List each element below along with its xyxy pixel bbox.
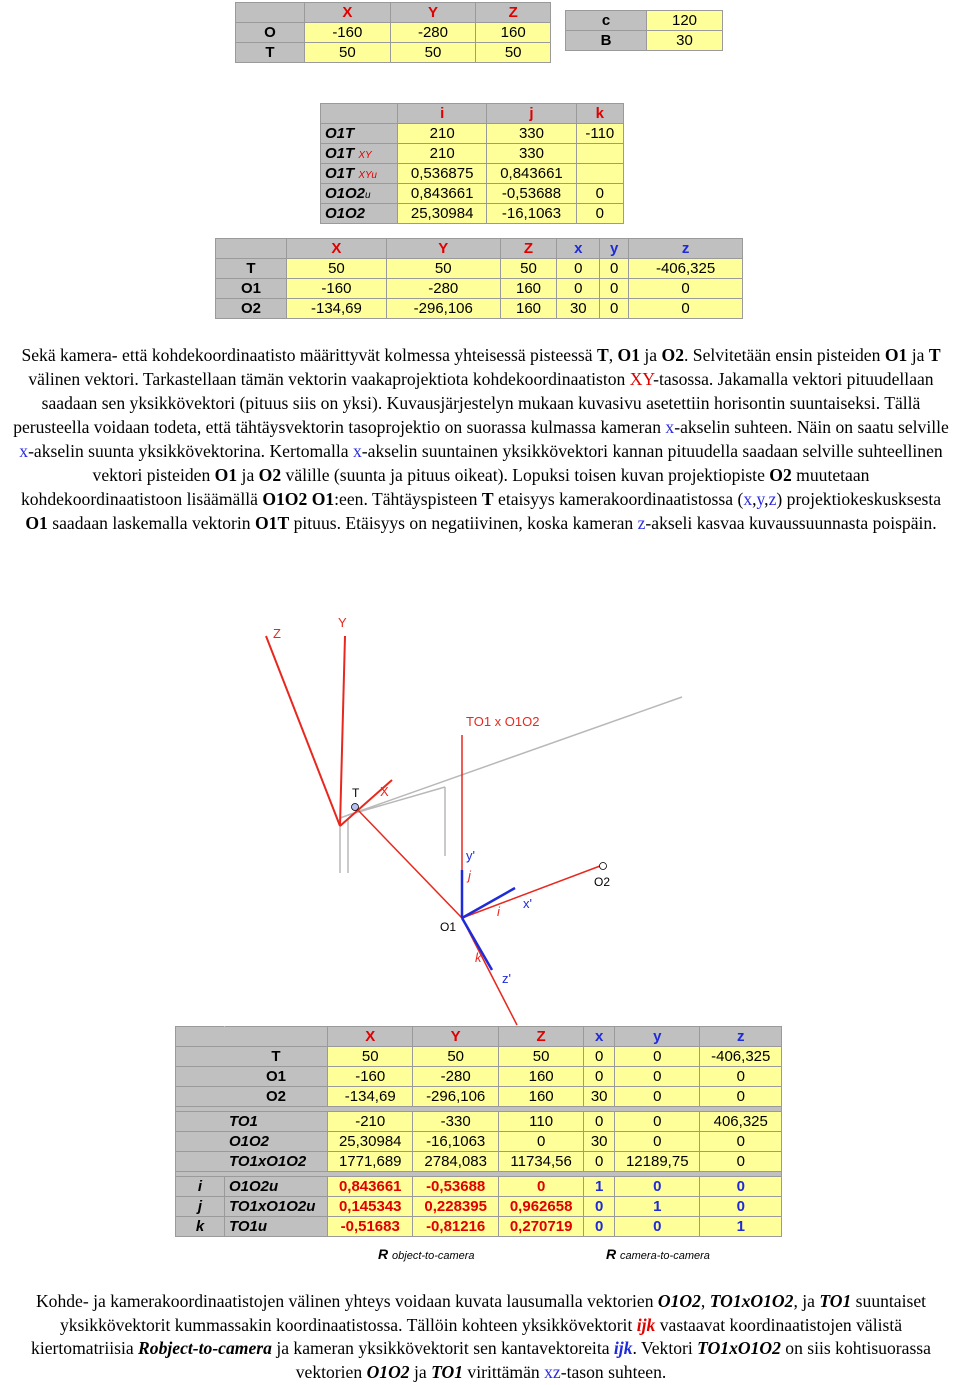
cell: -0,53688 xyxy=(487,184,576,204)
cell: 0 xyxy=(557,259,600,279)
cell: 110 xyxy=(498,1112,583,1132)
col-header: j xyxy=(487,104,576,124)
label-zprime: z' xyxy=(502,971,511,986)
col-header: k xyxy=(576,104,623,124)
cell: 0 xyxy=(700,1087,782,1107)
paragraph-coordinate-systems: Sekä kamera- että kohdekoordinaatisto määrittyvät kolmessa yhteisessä pisteessä T, O1 ja O2. Selvitetään ensin pisteiden O1 ja T välinen vektori. Tarkastellaan tämän vektorin vaakaprojektiota kohdekoordinaatiston XY-tasossa. Jakamalla vektori pituudellaan saadaan sen yksikkövektori (pituus siis on yksi). Kuvausjärjestelyn mukaan kuvasivu asetettiin horisontin suuntaiseksi. Tällä perusteella voidaan todeta, että tähtäysvektorin tasoprojektio on suorassa kulmassa kameran x-akselin suhteen. Näin on saatu selville x-akselin suunta yksikkövektorina. Kertomalla x-akselin suuntainen yksikkövektori kannan pituudella saadaan selville suhteellinen vektori pisteiden O1 ja O2 välille (suunta ja pituus oikeat). Lopuksi toisen kuvan projektiopiste O2 muutetaan kohdekoordinaatistoon lisäämällä O1O2 O1:een. Tähtäyspisteen T etaisyys kamerakoordinaatistossa (x,y,z) projektiokeskusksesta O1 saadaan laskemalla vektorin O1T pituus. Etäisyys on negatiivinen, koska kameran z-akseli kasvaa kuvaussuunnasta poispäin. xyxy=(13,345,949,533)
cell: -406,325 xyxy=(629,259,743,279)
cell: 1 xyxy=(615,1197,700,1217)
label-yprime: y' xyxy=(466,848,475,863)
cell: 330 xyxy=(487,144,576,164)
cell: -16,1063 xyxy=(413,1132,498,1152)
point-o2 xyxy=(600,863,607,870)
col-header: X xyxy=(305,3,391,23)
cell: 160 xyxy=(476,23,551,43)
cell: 2784,083 xyxy=(413,1152,498,1172)
row-label: O1T XYu xyxy=(321,164,398,184)
cell: 11734,56 xyxy=(498,1152,583,1172)
cell: 0 xyxy=(576,204,623,224)
cell: 0,145343 xyxy=(328,1197,413,1217)
row-label: O2 xyxy=(216,299,287,319)
cell: -280 xyxy=(386,279,500,299)
row-label: c xyxy=(566,11,647,31)
cell: -134,69 xyxy=(287,299,387,319)
row-label: TO1xO1O2 xyxy=(225,1152,328,1172)
label-z-axis: Z xyxy=(273,626,281,641)
col-header: z xyxy=(700,1027,782,1047)
cell: 50 xyxy=(476,43,551,63)
cell: 50 xyxy=(305,43,391,63)
cell: 0 xyxy=(584,1067,615,1087)
cell: 0 xyxy=(700,1152,782,1172)
label-xprime: x' xyxy=(523,896,532,911)
cell: 50 xyxy=(328,1047,413,1067)
point-t xyxy=(352,804,359,811)
label-cross: TO1 x O1O2 xyxy=(466,714,540,729)
cell: 0 xyxy=(700,1197,782,1217)
cell: 30 xyxy=(647,31,723,51)
col-header: z xyxy=(629,239,743,259)
camera-axes xyxy=(462,870,515,970)
label-o2: O2 xyxy=(594,875,611,889)
cell: -160 xyxy=(305,23,391,43)
col-header: x xyxy=(584,1027,615,1047)
cell: 0 xyxy=(629,279,743,299)
label-r-camera-to-camera: R camera-to-camera xyxy=(606,1246,710,1262)
cell: 0 xyxy=(600,299,629,319)
row-label: TO1 xyxy=(225,1112,328,1132)
cell: 0 xyxy=(700,1132,782,1152)
cell: 0 xyxy=(576,184,623,204)
cell: 0 xyxy=(615,1067,700,1087)
cell: 0 xyxy=(498,1177,583,1197)
cell: 120 xyxy=(647,11,723,31)
coordinates-table-xyz xyxy=(215,238,743,319)
vector-table-ijk xyxy=(320,103,624,224)
unit-name: i xyxy=(176,1177,225,1197)
cell: 0,843661 xyxy=(487,164,576,184)
cell: 50 xyxy=(287,259,387,279)
cell: 0,843661 xyxy=(398,184,487,204)
cell: -280 xyxy=(390,23,476,43)
cell: -210 xyxy=(328,1112,413,1132)
cell: 0 xyxy=(600,279,629,299)
cell: 0 xyxy=(584,1217,615,1237)
cell: 50 xyxy=(413,1047,498,1067)
col-header: Z xyxy=(498,1027,583,1047)
col-header: X xyxy=(328,1027,413,1047)
parameters-table-c-b xyxy=(565,10,723,51)
object-axes xyxy=(266,636,392,826)
label-i: i xyxy=(497,904,500,919)
cell: 0 xyxy=(615,1112,700,1132)
cell: 50 xyxy=(386,259,500,279)
unit-name: k xyxy=(176,1217,225,1237)
col-header: Y xyxy=(413,1027,498,1047)
col-header: Z xyxy=(476,3,551,23)
cell: -0,81216 xyxy=(413,1217,498,1237)
cell: 160 xyxy=(498,1087,583,1107)
plane-lines xyxy=(340,697,682,873)
cell: -0,53688 xyxy=(413,1177,498,1197)
paragraph-rotation-matrix: Kohde- ja kamerakoordinaatistojen välinen yhteys voidaan kuvata lausumalla vektorien O1O2, TO1xO1O2, ja TO1 suuntaiset yksikkövektorit kummassakin koordinaatistossa. Tällöin kohteen yksikkövektorit ijk vastaavat koordinaatistojen välistä kiertomatriisia Robject-to-camera ja kameran yksikkövektorit sen kantavektoreita ijk. Vektori TO1xO1O2 on siis kohtisuorassa vektorien O1O2 ja TO1 virittämän xz-tason suhteen. xyxy=(31,1291,931,1382)
cell: 0 xyxy=(615,1217,700,1237)
cell: 25,30984 xyxy=(328,1132,413,1152)
cell: 0 xyxy=(615,1132,700,1152)
cell: 0 xyxy=(557,279,600,299)
col-header: Y xyxy=(390,3,476,23)
cell: 1 xyxy=(700,1217,782,1237)
cell xyxy=(576,144,623,164)
row-label: B xyxy=(566,31,647,51)
cell: 30 xyxy=(584,1132,615,1152)
coordinates-table-o-t xyxy=(235,2,551,63)
row-label: TO1u xyxy=(225,1217,328,1237)
row-label: T xyxy=(236,43,305,63)
col-header: y xyxy=(615,1027,700,1047)
row-label: T xyxy=(225,1047,328,1067)
cell: 0 xyxy=(615,1087,700,1107)
cell: 0,536875 xyxy=(398,164,487,184)
cell: -406,325 xyxy=(700,1047,782,1067)
cell: 160 xyxy=(500,299,557,319)
cell: -296,106 xyxy=(413,1087,498,1107)
cell: 30 xyxy=(557,299,600,319)
cell: 0,843661 xyxy=(328,1177,413,1197)
col-header: Y xyxy=(386,239,500,259)
cell: 0,270719 xyxy=(498,1217,583,1237)
cell: 0 xyxy=(584,1047,615,1067)
cell: 0,962658 xyxy=(498,1197,583,1217)
row-label: O1O2u xyxy=(225,1177,328,1197)
row-label: O1O2u xyxy=(321,184,398,204)
cell: 160 xyxy=(500,279,557,299)
col-header: i xyxy=(398,104,487,124)
cell: 1771,689 xyxy=(328,1152,413,1172)
cell: 160 xyxy=(498,1067,583,1087)
cell: -280 xyxy=(413,1067,498,1087)
cell: -134,69 xyxy=(328,1087,413,1107)
rotation-matrix-table xyxy=(175,1026,782,1237)
cell: 0 xyxy=(498,1132,583,1152)
label-y-axis: Y xyxy=(338,615,347,630)
projection-lines xyxy=(356,735,600,1025)
cell: 50 xyxy=(500,259,557,279)
cell: 210 xyxy=(398,124,487,144)
row-label: O xyxy=(236,23,305,43)
cell: -160 xyxy=(287,279,387,299)
cell: 0 xyxy=(700,1177,782,1197)
cell: 0 xyxy=(584,1152,615,1172)
cell: 330 xyxy=(487,124,576,144)
cell: 0 xyxy=(629,299,743,319)
cell: 50 xyxy=(390,43,476,63)
cell: 0 xyxy=(615,1047,700,1067)
row-label: O1T xyxy=(321,124,398,144)
row-label: T xyxy=(216,259,287,279)
col-header: x xyxy=(557,239,600,259)
row-label: O1O2 xyxy=(225,1132,328,1152)
col-header: y xyxy=(600,239,629,259)
row-label: O2 xyxy=(225,1087,328,1107)
cell: -16,1063 xyxy=(487,204,576,224)
cell xyxy=(576,164,623,184)
cell: -160 xyxy=(328,1067,413,1087)
row-label: O1 xyxy=(216,279,287,299)
unit-name: j xyxy=(176,1197,225,1217)
label-t: T xyxy=(352,786,360,800)
row-label: O1O2 xyxy=(321,204,398,224)
cell: -110 xyxy=(576,124,623,144)
cell: 0 xyxy=(584,1197,615,1217)
col-header: X xyxy=(287,239,387,259)
cell: -330 xyxy=(413,1112,498,1132)
cell: 50 xyxy=(498,1047,583,1067)
cell: 12189,75 xyxy=(615,1152,700,1172)
col-header: Z xyxy=(500,239,557,259)
label-x-axis: X xyxy=(380,784,389,799)
cell: 0,228395 xyxy=(413,1197,498,1217)
label-o1: O1 xyxy=(440,920,457,934)
label-r-object-to-camera: R object-to-camera xyxy=(378,1246,475,1262)
cell: 210 xyxy=(398,144,487,164)
cell: 406,325 xyxy=(700,1112,782,1132)
cell: 30 xyxy=(584,1087,615,1107)
cell: 0 xyxy=(700,1067,782,1087)
label-k: k xyxy=(475,950,482,965)
row-label: TO1xO1O2u xyxy=(225,1197,328,1217)
row-label: O1 xyxy=(225,1067,328,1087)
cell: 0 xyxy=(615,1177,700,1197)
cell: 0 xyxy=(584,1112,615,1132)
cell: 0 xyxy=(600,259,629,279)
cell: -296,106 xyxy=(386,299,500,319)
cell: -0,51683 xyxy=(328,1217,413,1237)
label-j: j xyxy=(468,868,471,883)
row-label: O1T XY xyxy=(321,144,398,164)
cell: 1 xyxy=(584,1177,615,1197)
cell: 25,30984 xyxy=(398,204,487,224)
